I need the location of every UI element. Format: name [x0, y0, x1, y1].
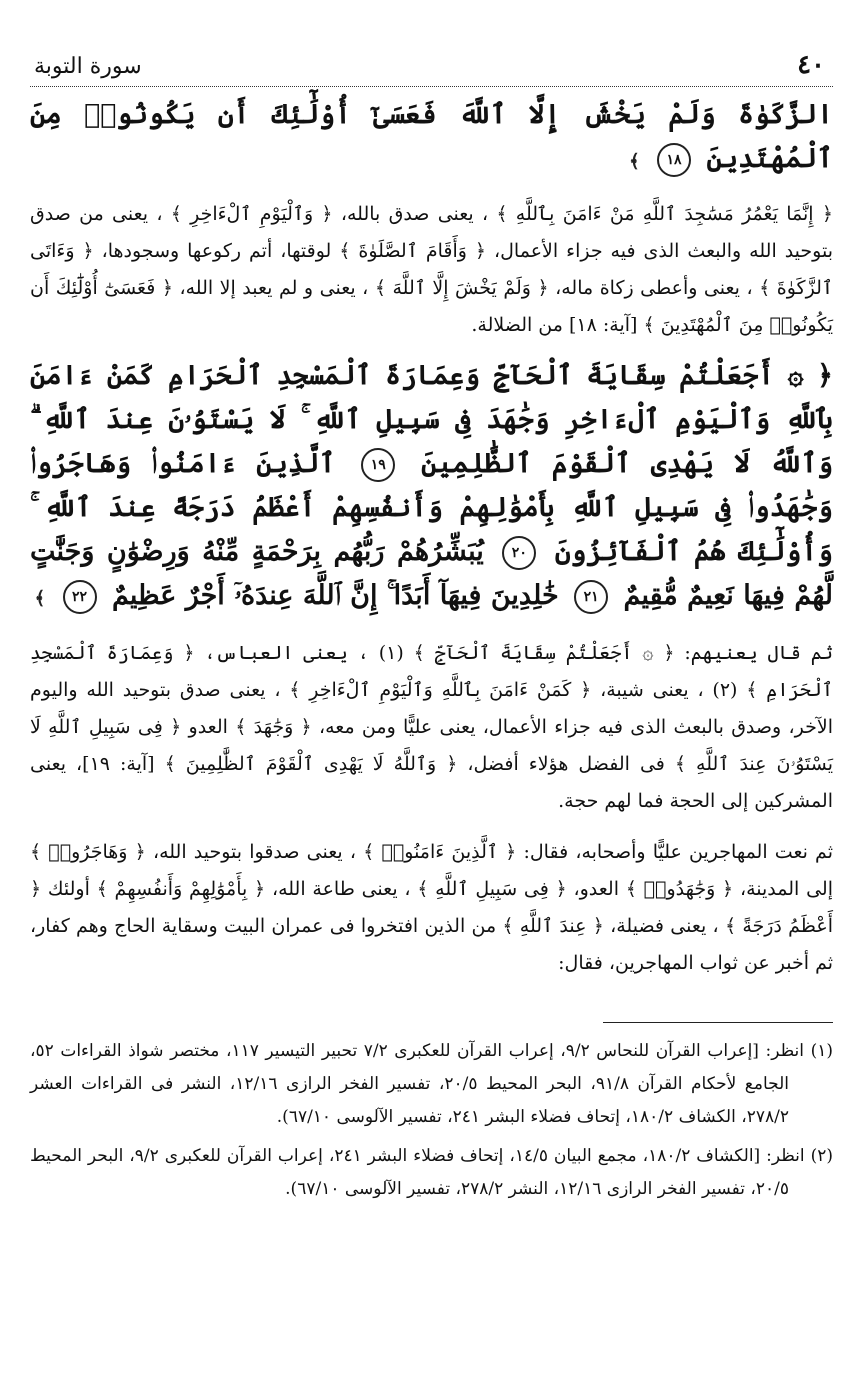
page-header: [30, 50, 833, 87]
commentary-paragraph: [30, 196, 833, 344]
book-page: [30, 50, 833, 1350]
ayah-number-marker: ٢١: [574, 580, 608, 614]
quran-verse-line: [30, 93, 833, 184]
page-number: ٤٠: [797, 50, 825, 80]
verse-21-text: يُبَشِّرُهُمْ رَبُّهُم بِرَحْمَةٍ مِّنْهُ وَرِضْوَٰنٍ وَجَنَّٰتٍ لَّهُمْ فِيهَا نَعِيمٌ مُّقِيمٌ: [30, 536, 833, 611]
footnote-1: (١) انظر: [إعراب القرآن للنحاس ٩/٢، إعراب القرآن للعكبرى ٧/٢ تحبير التيسير ١١٧، مختصر شواذ القراءات ٥٢، الجامع لأحكام القرآن ٩١/٨، البحر المحيط ٢٠/٥، تفسير الفخر الرازى ١٢/١٦، النشر فى القراءات العشر ٢٧٨/٢، الكشاف ١٨٠/٢، إتحاف فضلاء البشر ٢٤١، تفسير الآلوسى ٦٧/١٠).: [30, 1041, 833, 1127]
verse-text: الزَّكَوٰةَ وَلَمْ يَخْشَ إِلَّا ٱللَّهَ فَعَسَىٰٓ أُوْلَٰٓئِكَ أَن يَكُونُوا۟ مِنَ ٱلْمُهْتَدِينَ: [30, 99, 833, 174]
footnote-2: (٢) انظر: [الكشاف ١٨٠/٢، مجمع البيان ١٤/٥، إتحاف فضلاء البشر ٢٤١، إعراب القرآن للعكبرى ٩/٢، البحر المحيط ٢٠/٥، تفسير الفخر الرازى ١٢/١٦، النشر ٢٧٨/٢، تفسير الآلوسى ٦٧/١٠).: [30, 1146, 834, 1199]
commentary-paragraph: [30, 635, 833, 820]
running-title: سورة التوبة: [34, 54, 142, 79]
commentary-text: ثم قال يعنيهم: ﴿ ۞ أَجَعَلْتُمْ سِقَايَةَ ٱلْحَآجِّ ﴾ (١) ، يعنى العباس، ﴿ وَعِمَارَةَ ٱلْمَسْجِدِ ٱلْحَرَامِ ﴾ (٢) ، يعنى شيبة، ﴿ كَمَنْ ءَامَنَ بِٱللَّهِ وَٱلْيَوْمِ ٱلْءَاخِرِ ﴾ ، يعنى صدق بتوحيد الله واليوم الآخر، وصدق بالبعث الذى فيه جزاء الأعمال، يعنى عليًّا ومن معه، ﴿ وَجَٰهَدَ ﴾ العدو ﴿ فِى سَبِيلِ ٱللَّهِ لَا يَسْتَوُۥنَ عِندَ ٱللَّهِ ﴾ فى الفضل هؤلاء أفضل، ﴿ وَٱللَّهُ لَا يَهْدِى ٱلْقَوْمَ ٱلظَّٰلِمِينَ ﴾ [آية: ١٩]، يعنى المشركين إلى الحجة فما لهم حجة.: [30, 642, 834, 812]
ayah-number-marker: ٢٢: [63, 580, 97, 614]
verse-19-text: ﴿ ۞ أَجَعَلْتُمْ سِقَايَةَ ٱلْحَآجِّ وَعِمَارَةَ ٱلْمَسْجِدِ ٱلْحَرَامِ كَمَنْ ءَامَنَ بِٱللَّهِ وَٱلْيَوْمِ ٱلْءَاخِرِ وَجَٰهَدَ فِى سَبِيلِ ٱللَّهِ ۚ لَا يَسْتَوُۥنَ عِندَ ٱللَّهِ ۗ وَٱللَّهُ لَا يَهْدِى ٱلْقَوْمَ ٱلظَّٰلِمِينَ: [30, 360, 834, 479]
ayah-number-marker: ١٨: [657, 143, 691, 177]
ayah-number-marker: ١٩: [361, 448, 395, 482]
verse-20-text: ٱلَّذِينَ ءَامَنُوا۟ وَهَاجَرُوا۟ وَجَٰهَدُوا۟ فِى سَبِيلِ ٱللَّهِ بِأَمْوَٰلِهِمْ وَأَنفُسِهِمْ أَعْظَمُ دَرَجَةً عِندَ ٱللَّهِ ۚ وَأُوْلَٰٓئِكَ هُمُ ٱلْفَآئِزُونَ: [30, 448, 833, 567]
commentary-text: ﴿ إِنَّمَا يَعْمُرُ مَسَٰجِدَ ٱللَّهِ مَنْ ءَامَنَ بِٱللَّهِ ﴾ ، يعنى صدق بالله، ﴿ وَٱلْيَوْمِ ٱلْءَاخِرِ ﴾ ، يعنى من صدق بتوحيد الله والبعث الذى فيه جزاء الأعمال، ﴿ وَأَقَامَ ٱلصَّلَوٰةَ ﴾ لوقتها، أتم ركوعها وسجودها، ﴿ وَءَاتَى ٱلزَّكَوٰةَ ﴾ ، يعنى وأعطى زكاة ماله، ﴿ وَلَمْ يَخْشَ إِلَّا ٱللَّهَ ﴾ ، يعنى و لم يعبد إلا الله، ﴿ فَعَسَىٰٓ أُوْلَٰٓئِكَ أَن يَكُونُوا۟ مِنَ ٱلْمُهْتَدِينَ ﴾ [آية: ١٨] من الضلالة.: [30, 203, 833, 336]
commentary-paragraph: [30, 834, 833, 982]
quran-verse-block: [30, 354, 833, 621]
commentary-text: ثم نعت المهاجرين عليًّا وأصحابه، فقال: ﴿ ٱلَّذِينَ ءَامَنُوا۟ ﴾ ، يعنى صدقوا بتوحيد الله، ﴿ وَهَاجَرُوا۟ ﴾ إلى المدينة، ﴿ وَجَٰهَدُوا۟ ﴾ العدو، ﴿ فِى سَبِيلِ ٱللَّهِ ﴾ ، يعنى طاعة الله، ﴿ بِأَمْوَٰلِهِمْ وَأَنفُسِهِمْ ﴾ أولئك ﴿ أَعْظَمُ دَرَجَةً ﴾ ، يعنى فضيلة، ﴿ عِندَ ٱللَّهِ ﴾ من الذين افتخروا فى عمران البيت وسقاية الحاج وهم كفار، ثم أخبر عن ثواب المهاجرين، فقال:: [30, 841, 834, 974]
footnotes: [30, 1035, 833, 1206]
footnote-separator: [603, 1022, 833, 1023]
verse-close-ornament: ﴾: [629, 151, 640, 172]
ayah-number-marker: ٢٠: [502, 536, 536, 570]
verse-close-ornament: ﴾: [34, 588, 46, 609]
verse-22-text: خَٰلِدِينَ فِيهَآ أَبَدًا ۚ إِنَّ ٱللَّهَ عِندَهُۥٓ أَجْرٌ عَظِيمٌ: [111, 580, 559, 611]
